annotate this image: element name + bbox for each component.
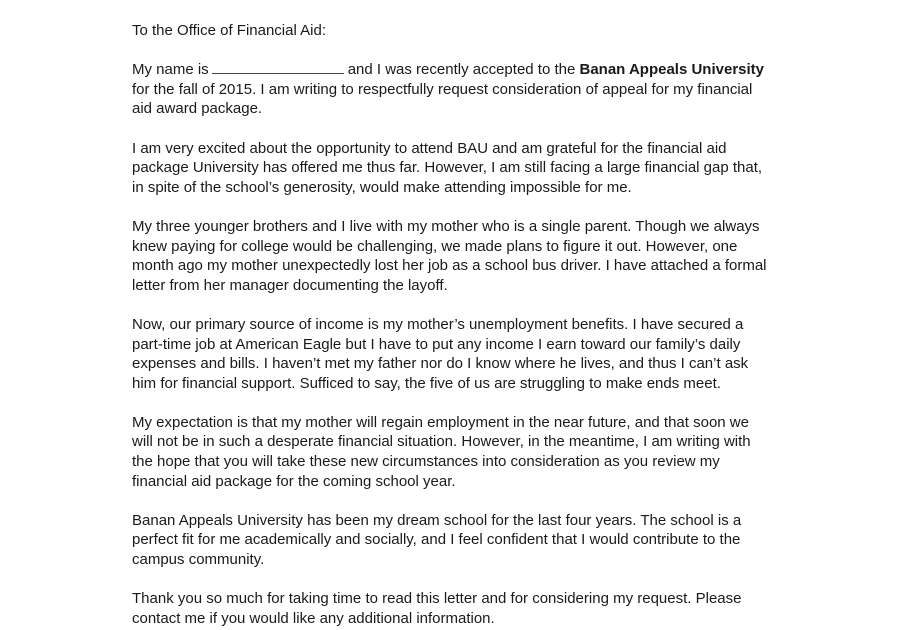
intro-mid: and I was recently accepted to the <box>347 61 576 79</box>
paragraph-income: Now, our primary source of income is my mother’s unemployment benefits. I have secured a part-time job at American Eagle but I have to put any income I earn toward our family’s daily expenses and bills. I haven’t met my father nor do I know where he lives, and thus I can’t ask him for financial support. Sufficed to say, the five of us are struggling to make ends meet. <box>132 315 749 392</box>
paragraph-closing: Thank you so much for taking time to read this letter and for considering my request. Please contact me if you would like any additional information. <box>132 590 742 627</box>
appeal-letter-body <box>132 21 772 630</box>
paragraph-family: My three younger brothers and I live with my mother who is a single parent. Though we always knew paying for college would be challenging, we made plans to figure it out. However, one month ago my mother unexpectedly lost her job as a school bus driver. I have attached a formal letter from her manager documenting the layoff. <box>132 217 767 294</box>
paragraph-dream-school: Banan Appeals University has been my dream school for the last four years. The school is a perfect fit for me academically and socially, and I feel confident that I would contribute to the campus community. <box>132 511 742 569</box>
salutation: To the Office of Financial Aid: <box>132 22 326 39</box>
name-blank-line <box>212 61 344 74</box>
intro-rest: for the fall of 2015. I am writing to respectfully request consideration of appeal for my financial aid award package. <box>132 80 753 118</box>
intro-prefix: My name is <box>132 61 209 79</box>
university-name: Banan Appeals University <box>579 61 765 79</box>
paragraph-gratitude: I am very excited about the opportunity to attend BAU and am grateful for the financial aid package University has offered me thus far. However, I am still facing a large financial gap that, in spite of the school’s generosity, would make attending impossible for me. <box>132 139 763 196</box>
paragraph-expectation: My expectation is that my mother will regain employment in the near future, and that soon we will not be in such a desperate financial situation. However, in the meantime, I am writing with the hope that you will take these new circumstances into consideration as you review my financial aid package for the coming school year. <box>132 413 751 490</box>
paragraph-intro <box>132 60 772 119</box>
